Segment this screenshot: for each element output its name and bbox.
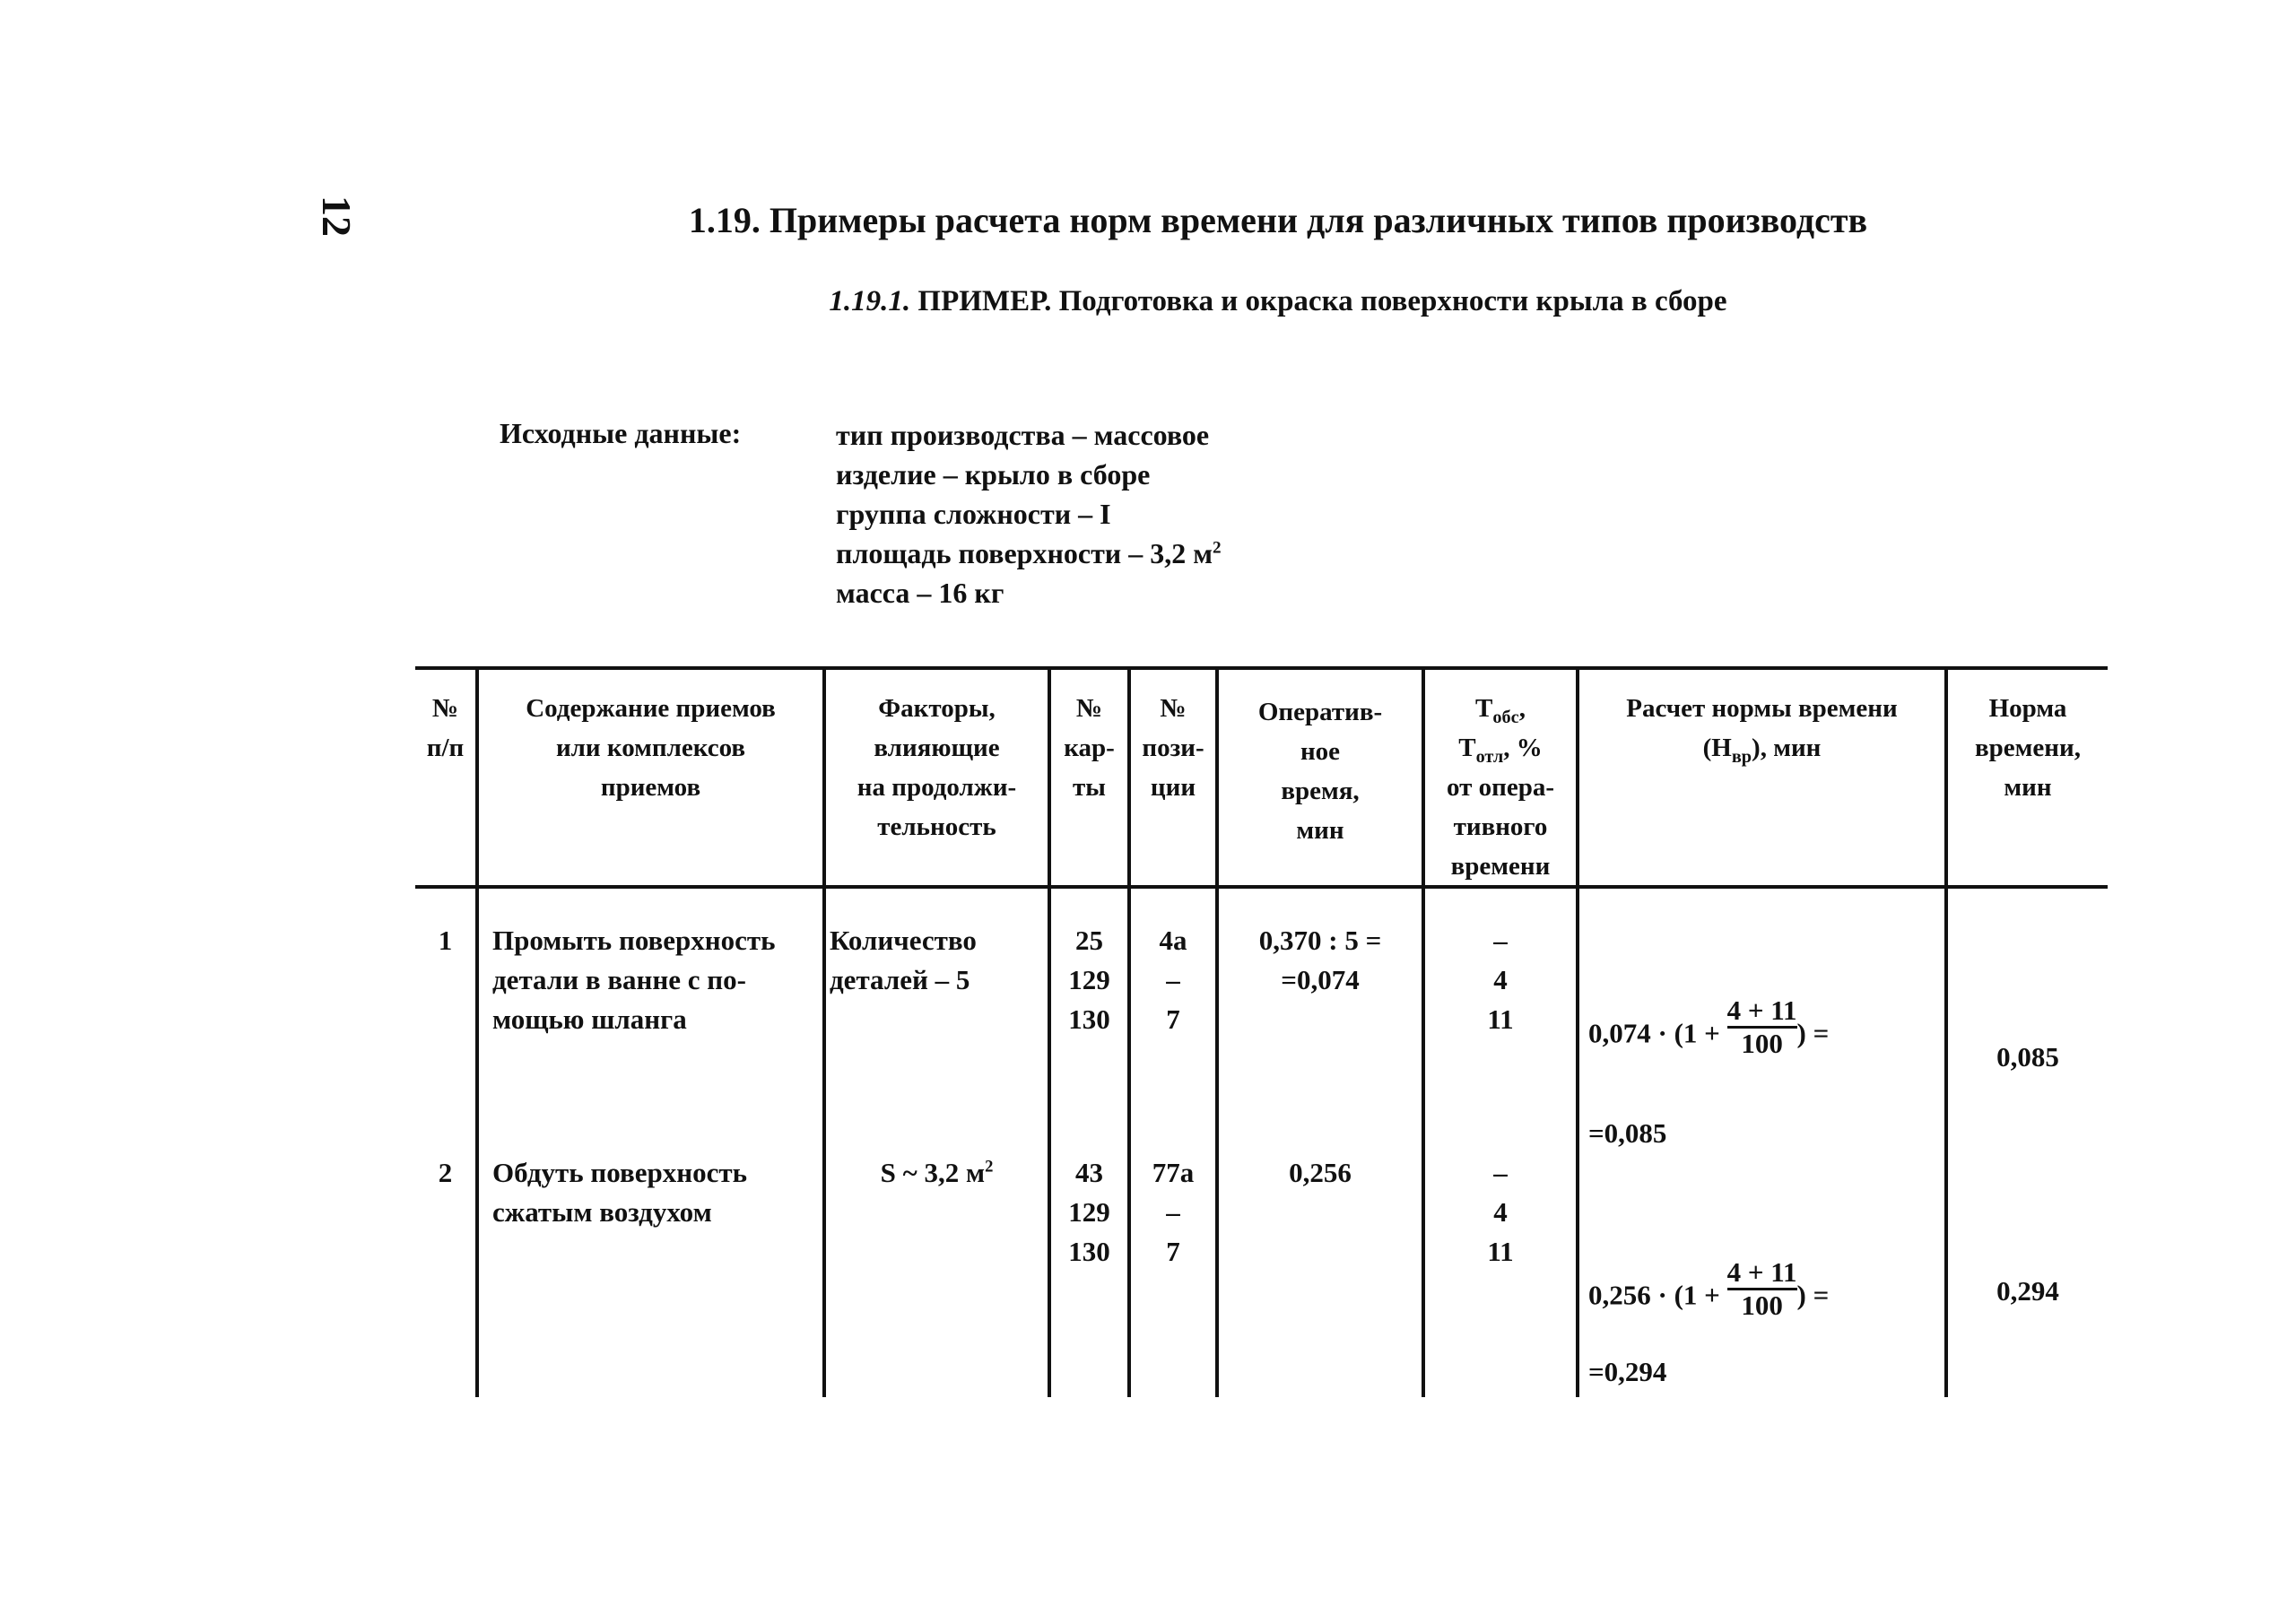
header-operative-time: Оператив- ное время, мин	[1257, 698, 1383, 845]
table-top-rule	[415, 666, 2108, 670]
calculation-result: =0,085	[1588, 1117, 1667, 1149]
given-line: тип производства – массовое	[836, 419, 1210, 451]
header-card: № кар- ты	[1064, 694, 1115, 802]
section-title: 1.19. Примеры расчета норм времени для различных типов производств	[688, 200, 1868, 240]
operative-time: 0,370 : 5 = =0,074	[1258, 925, 1382, 995]
position-numbers: 77а – 7	[1152, 1157, 1195, 1267]
column-divider	[1576, 666, 1579, 1397]
norm-calculation: 0,074 · (1 + $\frac{4 + 11}{100}$ ) =	[1588, 994, 1830, 1059]
subtitle-number: 1.19.1.	[829, 285, 911, 317]
given-line: группа сложности – I	[836, 498, 1111, 530]
header-num: № п/п	[426, 694, 465, 762]
time-norm: 0,085	[1996, 1041, 2059, 1073]
given-line: масса – 16 кг	[836, 577, 1004, 609]
page-number: 12	[314, 195, 360, 237]
factors: Количество деталей – 5	[830, 925, 977, 995]
header-content: Содержание приемов или комплексов приемов	[526, 694, 776, 802]
operation-content: Промыть поверхность детали в ванне с по- мощью шланга	[492, 925, 776, 1035]
factors: S ~ 3,2 $м^2$	[880, 1157, 994, 1188]
given-line: изделие – крыло в сборе	[836, 458, 1151, 491]
time-norm: 0,294	[1996, 1275, 2059, 1307]
header-position: № пози- ции	[1142, 694, 1204, 802]
operative-time: 0,256	[1289, 1157, 1352, 1188]
fraction: $\frac{4 + 11}{100}$	[1726, 1256, 1797, 1321]
norm-calculation: 0,256 · (1 + $\frac{4 + 11}{100}$ ) =	[1588, 1256, 1830, 1321]
row-number: 2	[438, 1157, 453, 1188]
service-rest-percent: – 4 11	[1487, 1157, 1514, 1267]
calculation-result: =0,294	[1588, 1356, 1667, 1387]
table-header-rule	[415, 885, 2108, 889]
header-factors: Факторы, влияющие на продолжи- тельность	[857, 694, 1017, 841]
position-numbers: 4а – 7	[1159, 925, 1187, 1035]
header-service-rest-percent: $Т_{обс}$, $Т_{отл}$, % от опера- тивного времени	[1447, 694, 1554, 881]
subtitle-text: ПРИМЕР. Подготовка и окраска поверхности крыла в сборе	[917, 285, 1727, 317]
service-rest-percent: – 4 11	[1487, 925, 1514, 1035]
card-numbers: 25 129 130	[1068, 925, 1110, 1035]
given-line-area: площадь поверхности – 3,2 $м^2$	[836, 537, 1222, 569]
header-norm: Норма времени, мин	[1975, 694, 2081, 802]
header-calculation: Расчет нормы времени $(Н_{вр})$, мин	[1626, 694, 1898, 767]
row-number: 1	[438, 925, 453, 956]
given-data-list	[836, 415, 1222, 612]
card-numbers: 43 129 130	[1068, 1157, 1110, 1267]
example-subtitle	[0, 285, 2287, 318]
operation-content: Обдуть поверхность сжатым воздухом	[492, 1157, 747, 1228]
given-data-label: Исходные данные:	[500, 417, 742, 449]
fraction: $\frac{4 + 11}{100}$	[1726, 994, 1797, 1059]
